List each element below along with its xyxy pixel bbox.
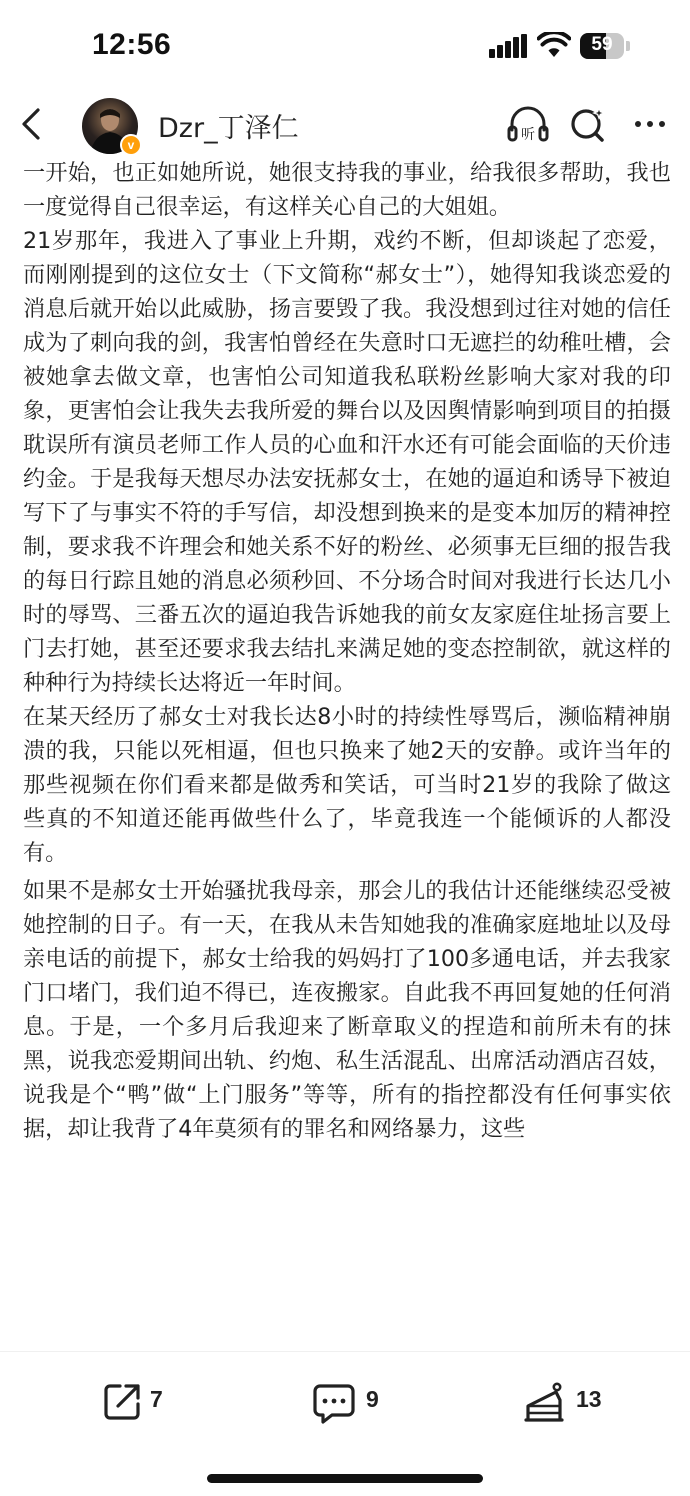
comment-icon — [312, 1380, 356, 1426]
more-button[interactable] — [630, 102, 670, 146]
listen-button[interactable] — [505, 102, 551, 146]
battery-level: 59 — [591, 34, 613, 55]
username[interactable]: Dzr_丁泽仁 — [158, 113, 299, 144]
action-bar — [0, 1352, 690, 1456]
headphones-listen-icon — [505, 102, 551, 146]
battery-icon — [580, 33, 630, 59]
like-button[interactable] — [522, 1380, 612, 1426]
article-paragraph: 如果不是郝女士开始骚扰我母亲，那会儿的我估计还能继续忍受被她控制的日子。有一天，在我从未告知她我的准确家庭地址以及母亲电话的前提下，郝女士给我的妈妈打了100多通电话，并去我家门口堵门，我们迫不得已，连夜搬家。自此我不再回复她的任何消息。于是，一个多月后我迎来了断章取义的捏造和前所未有的抹黑，说我恋爱期间出轨、约炮、私生活混乱、出席活动酒店召妓，说我是个“鸭”做“上门服务”等等，所有的指控都没有任何事实依据，却让我背了4年莫须有的罪名和网络暴力，这些 — [23, 878, 671, 1142]
profile-header — [0, 92, 690, 156]
share-button[interactable] — [100, 1380, 180, 1426]
status-bar — [0, 0, 690, 92]
article-body — [23, 156, 671, 1352]
avatar[interactable] — [82, 98, 138, 154]
comment-count: 9 — [366, 1386, 379, 1412]
comment-button[interactable] — [312, 1380, 392, 1426]
more-icon — [630, 102, 670, 146]
status-time: 12:56 — [92, 28, 172, 61]
listen-label: 听 — [521, 127, 535, 143]
share-icon — [100, 1380, 144, 1424]
verified-badge-icon: v — [120, 134, 142, 156]
article-paragraph: 一开始，也正如她所说，她很支持我的事业，给我很多帮助，我也一度觉得自己很幸运，有这样关心自己的大姐姐。 — [23, 160, 671, 220]
back-arrow-icon[interactable] — [12, 102, 52, 146]
home-indicator[interactable] — [207, 1474, 483, 1483]
cake-like-icon — [522, 1380, 566, 1426]
share-count: 7 — [150, 1386, 163, 1412]
article-paragraph: 在某天经历了郝女士对我长达8小时的持续性辱骂后，濒临精神崩溃的我，只能以死相逼，但也只换来了她2天的安静。或许当年的那些视频在你们看来都是做秀和笑话，可当时21岁的我除了做这些真的不知道还能再做些什么了，毕竟我连一个能倾诉的人都没有。 — [23, 704, 671, 866]
article-paragraph: 21岁那年，我进入了事业上升期，戏约不断，但却谈起了恋爱，而刚刚提到的这位女士（下文简称“郝女士”），她得知我谈恋爱的消息后就开始以此威胁，扬言要毁了我。我没想到过往对她的信任成为了刺向我的剑，我害怕曾经在失意时口无遮拦的幼稚吐槽，会被她拿去做文章，也害怕公司知道我私联粉丝影响大家对我的印象，更害怕会让我失去我所爱的舞台以及因舆情影响到项目的拍摄耽误所有演员老师工作人员的心血和汗水还有可能会面临的天价违约金。于是我每天想尽办法安抚郝女士，在她的逼迫和诱导下被迫写下了与事实不符的手写信，却没想到换来的是变本加厉的精神控制，要求我不许理会和她关系不好的粉丝、必须事无巨细的报告我的每日行踪且她的消息必须秒回、不分场合时间对我进行长达几小时的辱骂、三番五次的逼迫我告诉她我的前女友家庭住址扬言要上门去打她，甚至还要求我去结扎来满足她的变态控制欲，就这样的种种行为持续长达将近一年时间。 — [23, 228, 671, 696]
search-button[interactable] — [568, 102, 608, 146]
wifi-icon — [537, 32, 571, 58]
like-count: 13 — [576, 1386, 602, 1412]
signal-icon — [489, 34, 527, 58]
search-icon — [568, 102, 608, 146]
